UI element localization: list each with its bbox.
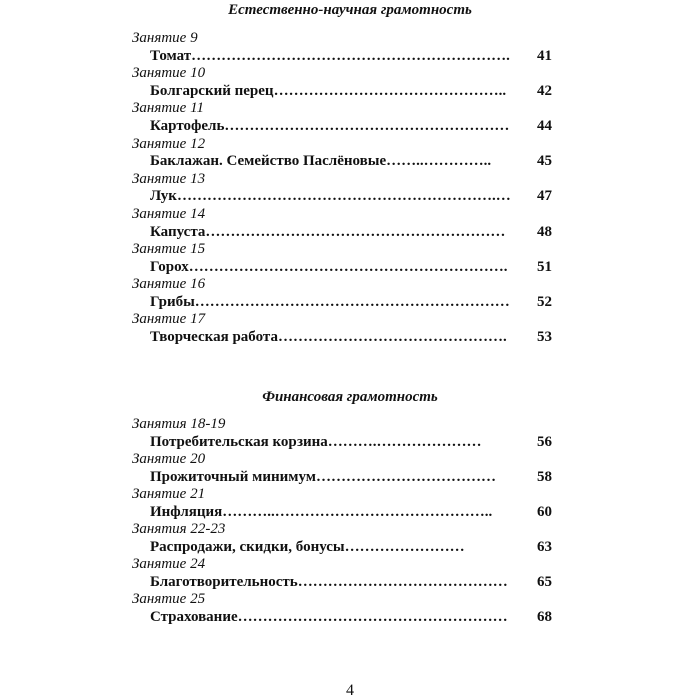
- lesson-label: Занятие 14: [132, 206, 206, 222]
- toc-entry: Прожиточный минимум………………………………: [150, 469, 497, 485]
- toc-entry: Капуста……………………………………………………: [150, 224, 506, 240]
- toc-page-number: 56: [537, 434, 552, 450]
- toc-entry: Томат……………………………………………………….: [150, 48, 510, 64]
- section-title-finance: Финансовая грамотность: [262, 389, 438, 405]
- toc-entry: Лук……………………………………………………….…: [150, 188, 511, 204]
- toc-page-number: 42: [537, 83, 552, 99]
- lesson-label: Занятие 16: [132, 276, 206, 292]
- lesson-label: Занятие 20: [132, 451, 206, 467]
- toc-page-number: 53: [537, 329, 552, 345]
- toc-page-number: 48: [537, 224, 552, 240]
- toc-entry: Болгарский перец………………………………………..: [150, 83, 507, 99]
- toc-page-number: 47: [537, 188, 552, 204]
- toc-page-number: 58: [537, 469, 552, 485]
- toc-page-number: 65: [537, 574, 552, 590]
- lesson-label: Занятия 18-19: [132, 416, 226, 432]
- toc-entry: Творческая работа……………………………………….: [150, 329, 507, 345]
- lesson-label: Занятие 15: [132, 241, 206, 257]
- lesson-label: Занятие 25: [132, 591, 206, 607]
- lesson-label: Занятие 11: [132, 100, 204, 116]
- lesson-label: Занятие 21: [132, 486, 206, 502]
- lesson-label: Занятие 17: [132, 311, 206, 327]
- toc-page-number: 63: [537, 539, 552, 555]
- toc-entry: Благотворительность……………………………………: [150, 574, 508, 590]
- lesson-label: Занятия 22-23: [132, 521, 226, 537]
- toc-page-number: 60: [537, 504, 552, 520]
- toc-entry: Баклажан. Семейство Паслёновые……..…………..: [150, 153, 492, 169]
- toc-page-number: 68: [537, 609, 552, 625]
- toc-page-number: 44: [537, 118, 552, 134]
- toc-entry: Горох……………………………………………………….: [150, 259, 508, 275]
- toc-entry: Инфляция………..……………………………………..: [150, 504, 493, 520]
- lesson-label: Занятие 13: [132, 171, 206, 187]
- lesson-label: Занятие 12: [132, 136, 206, 152]
- toc-entry: Грибы………………………………………………………: [150, 294, 510, 310]
- toc-entry: Распродажи, скидки, бонусы……………………: [150, 539, 465, 555]
- toc-page-number: 45: [537, 153, 552, 169]
- toc-page-number: 52: [537, 294, 552, 310]
- page-number: 4: [346, 682, 354, 699]
- toc-page-number: 41: [537, 48, 552, 64]
- lesson-label: Занятие 24: [132, 556, 206, 572]
- toc-entry: Потребительская корзина……….…………………: [150, 434, 482, 450]
- toc-entry: Страхование………………………………………………: [150, 609, 508, 625]
- lesson-label: Занятие 9: [132, 30, 198, 46]
- toc-page-number: 51: [537, 259, 552, 275]
- toc-entry: Картофель…………………………………………………: [150, 118, 510, 134]
- section-title-science: Естественно-научная грамотность: [228, 2, 472, 18]
- lesson-label: Занятие 10: [132, 65, 206, 81]
